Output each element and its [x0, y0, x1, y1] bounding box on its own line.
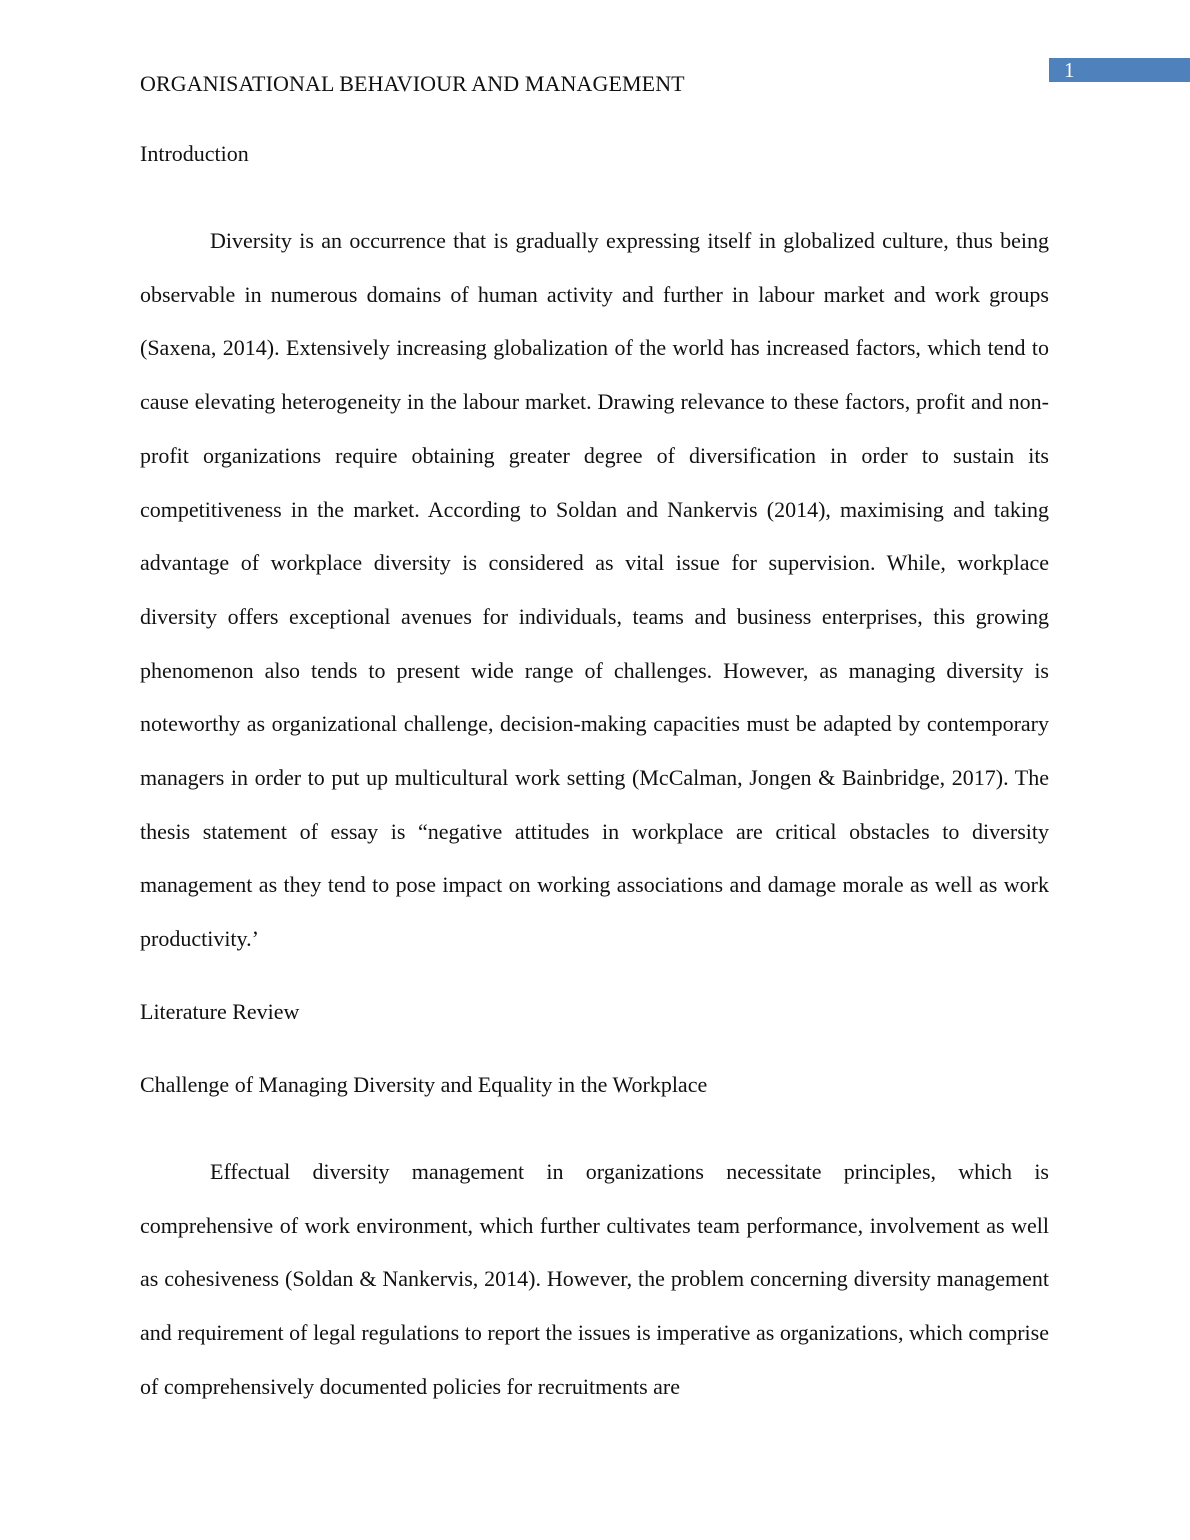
running-head: ORGANISATIONAL BEHAVIOUR AND MANAGEMENT — [140, 71, 685, 96]
introduction-heading: Introduction — [140, 141, 249, 166]
diversity-challenge-subheading: Challenge of Managing Diversity and Equality in the Workplace — [140, 1071, 708, 1097]
page-number: 1 — [1064, 58, 1075, 82]
literature-review-heading: Literature Review — [140, 998, 300, 1024]
document-body — [140, 140, 1049, 1413]
literature-review-paragraph: Effectual diversity management in organizations necessitate principles, which is comprehensive of work environment, which further cultivates team performance, involvement as well as cohesiveness (Soldan & Nankervis, 2014). However, the problem concerning diversity management and requirement of legal regulations to report the issues is imperative as organizations, which comprise of comprehensively documented policies for recruitments are — [140, 1158, 1049, 1399]
page-number-tab — [1049, 58, 1190, 82]
introduction-paragraph: Diversity is an occurrence that is gradually expressing itself in globalized culture, thus being observable in numerous domains of human activity and further in labour market and work groups (Saxena, 2014). Extensively increasing globalization of the world has increased factors, which tend to cause elevating heterogeneity in the labour market. Drawing relevance to these factors, profit and non-profit organizations require obtaining greater degree of diversification in order to sustain its competitiveness in the market. According to Soldan and Nankervis (2014), maximising and taking advantage of workplace diversity is considered as vital issue for supervision. While, workplace diversity offers exceptional avenues for individuals, teams and business enterprises, this growing phenomenon also tends to present wide range of challenges. However, as managing diversity is noteworthy as organizational challenge, decision-making capacities must be adapted by contemporary managers in order to put up multicultural work setting (McCalman, Jongen & Bainbridge, 2017). The thesis statement of essay is “negative attitudes in workplace are critical obstacles to diversity management as they tend to pose impact on working associations and damage morale as well as work productivity.’ — [140, 228, 1049, 952]
